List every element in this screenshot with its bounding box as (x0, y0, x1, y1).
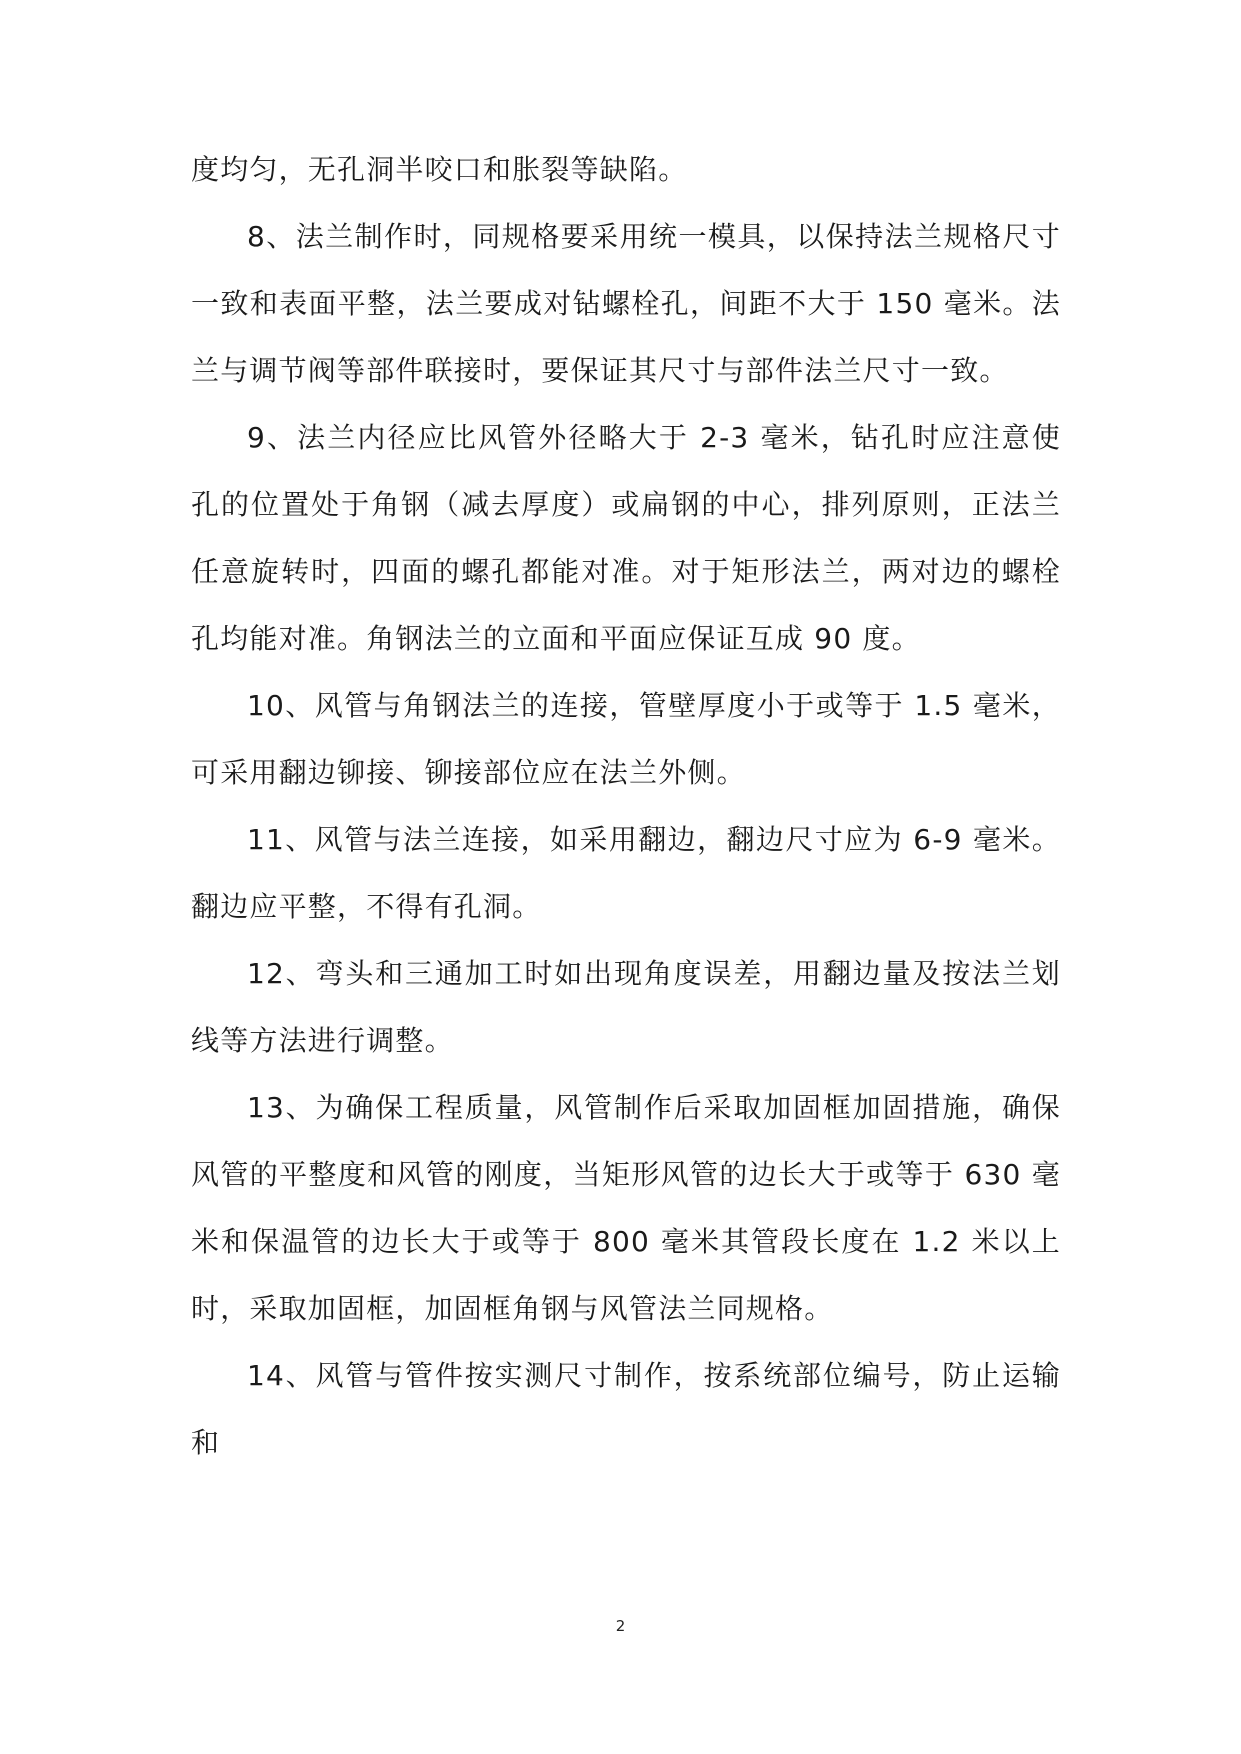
document-body (191, 136, 1061, 1476)
paragraph-item-12: 12、弯头和三通加工时如出现角度误差，用翻边量及按法兰划线等方法进行调整。 (191, 957, 1061, 1057)
paragraph-item-8: 8、法兰制作时，同规格要采用统一模具，以保持法兰规格尺寸一致和表面平整，法兰要成对钻螺栓孔，间距不大于 150 毫米。法兰与调节阀等部件联接时，要保证其尺寸与部件法兰尺寸一致。 (191, 220, 1061, 387)
paragraph-continuation: 度均匀，无孔洞半咬口和胀裂等缺陷。 (191, 153, 688, 186)
paragraph-item-9: 9、法兰内径应比风管外径略大于 2-3 毫米，钻孔时应注意使孔的位置处于角钢（减去厚度）或扁钢的中心，排列原则，正法兰任意旋转时，四面的螺孔都能对准。对于矩形法兰，两对边的螺栓孔均能对准。角钢法兰的立面和平面应保证互成 90 度。 (191, 421, 1061, 655)
paragraph-item-14: 14、风管与管件按实测尺寸制作，按系统部位编号，防止运输和 (191, 1359, 1061, 1459)
paragraph-item-11: 11、风管与法兰连接，如采用翻边，翻边尺寸应为 6-9 毫米。翻边应平整，不得有孔洞。 (191, 823, 1061, 923)
paragraph-item-13: 13、为确保工程质量，风管制作后采取加固框加固措施，确保风管的平整度和风管的刚度，当矩形风管的边长大于或等于 630 毫米和保温管的边长大于或等于 800 毫米其管段长度在 1.2 米以上时，采取加固框，加固框角钢与风管法兰同规格。 (191, 1091, 1061, 1325)
paragraph-item-10: 10、风管与角钢法兰的连接，管壁厚度小于或等于 1.5 毫米，可采用翻边铆接、铆接部位应在法兰外侧。 (191, 689, 1061, 789)
page-number: 2 (615, 1617, 626, 1635)
